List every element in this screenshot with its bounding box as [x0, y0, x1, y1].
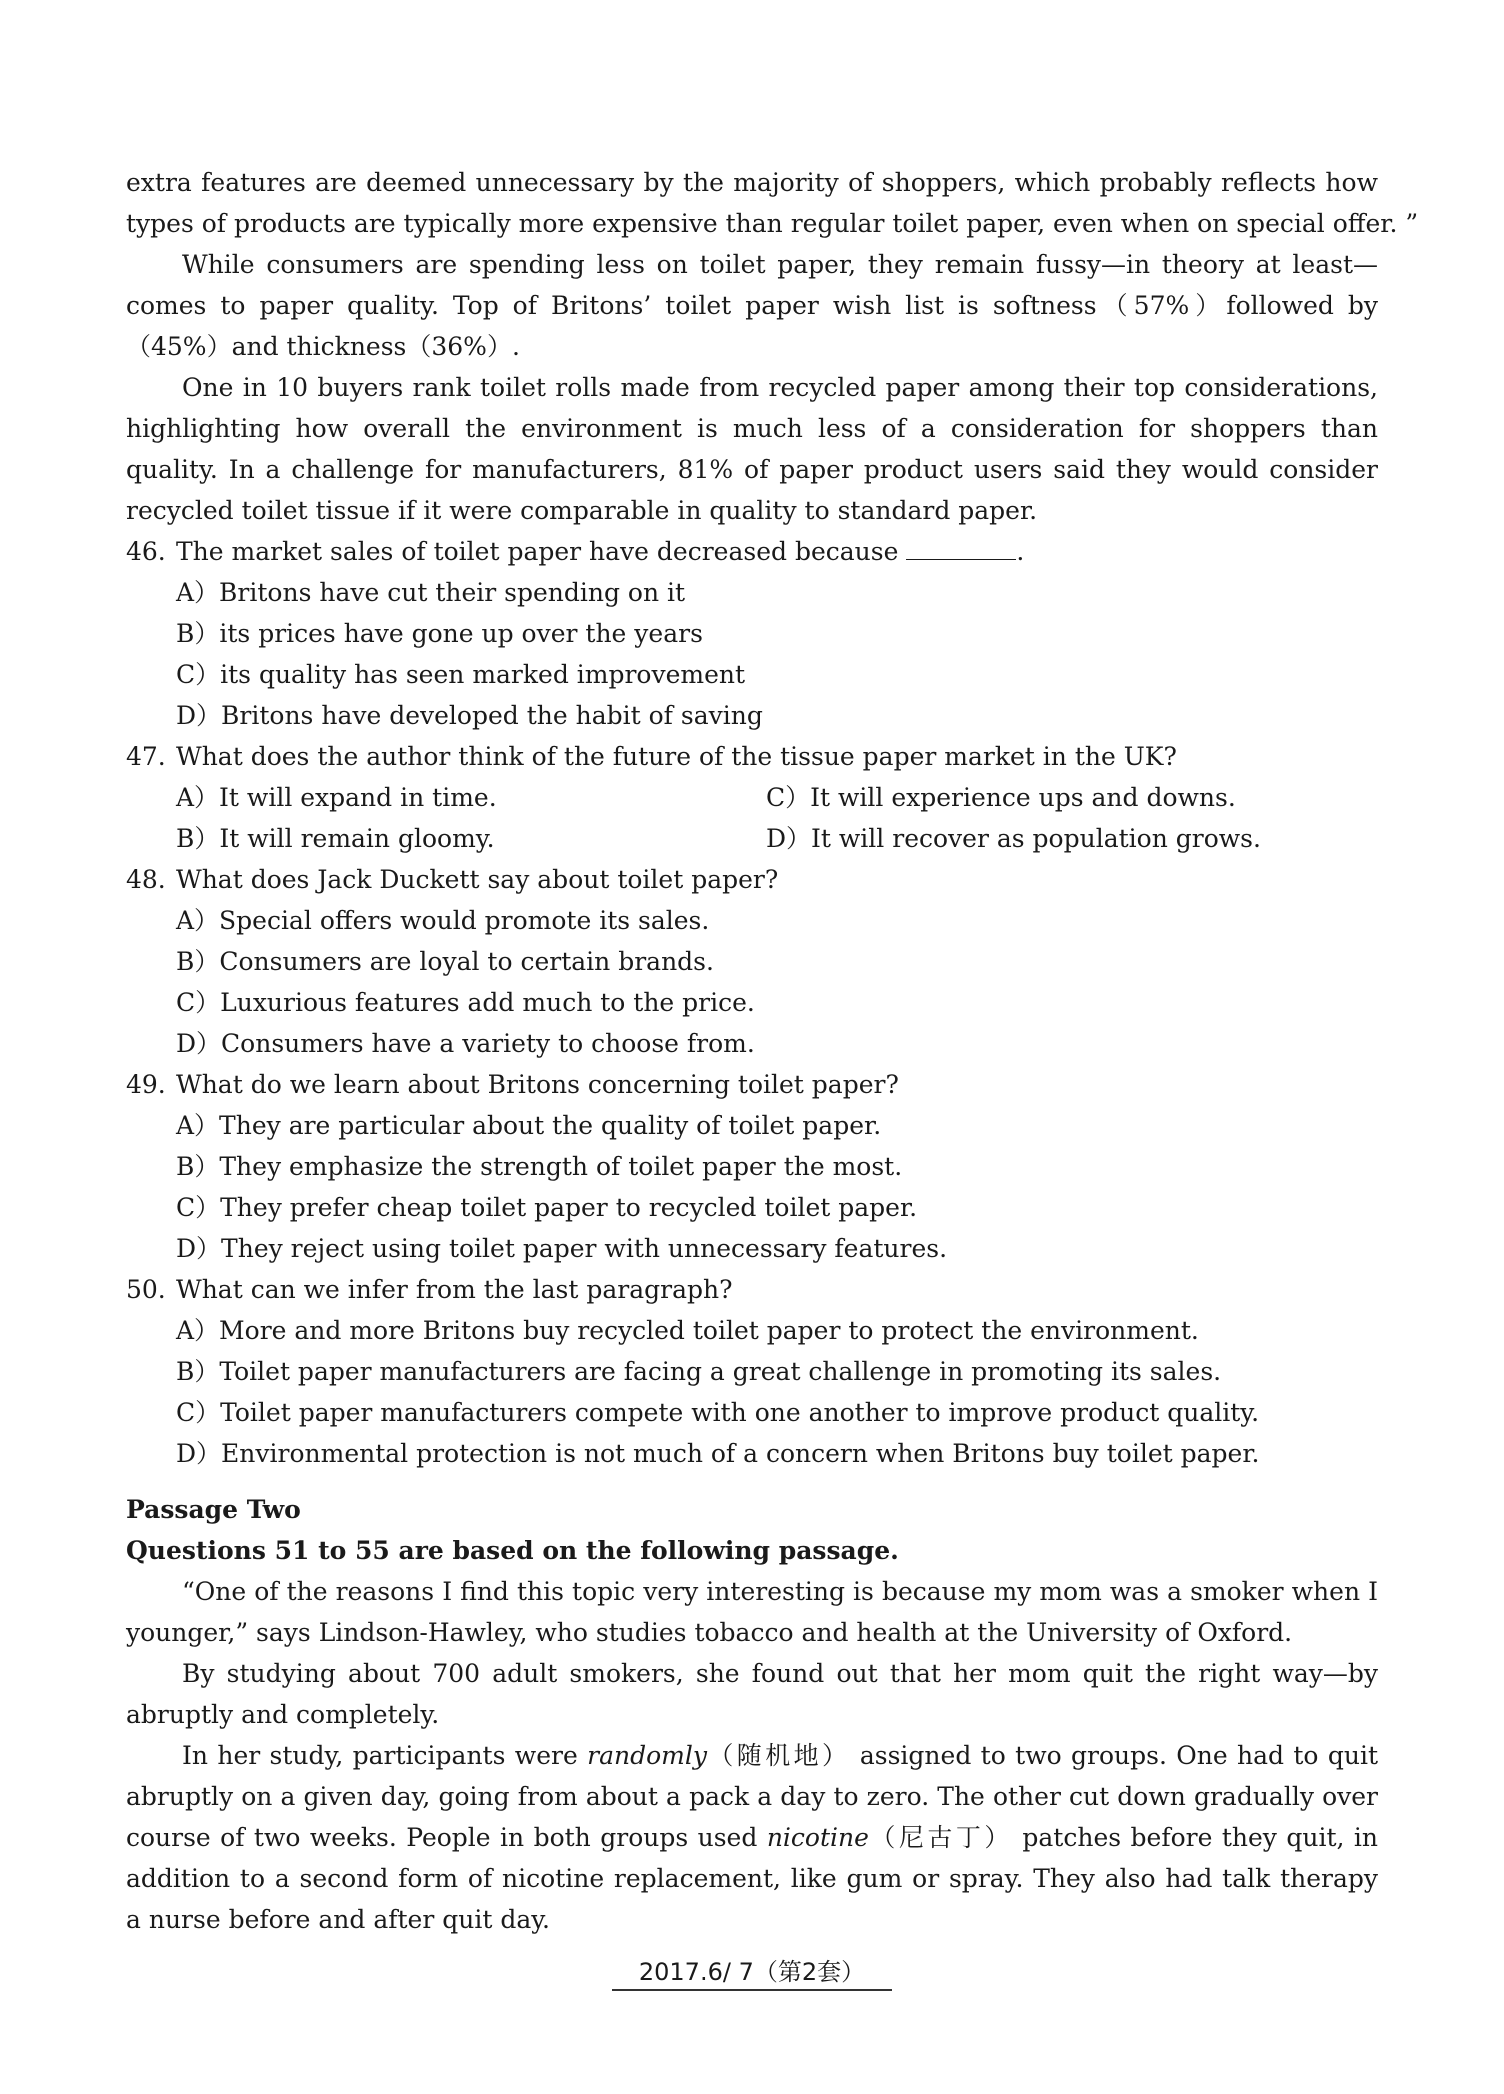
passage-line: While consumers are spending less on toilet paper, they remain fussy—in theory at least— [182, 250, 1378, 279]
question-stem: The market sales of toilet paper have decreased because [176, 537, 899, 566]
question-stem: What does the author think of the future of the tissue paper market in the UK? [176, 742, 1177, 771]
question-number: 50. [126, 1275, 166, 1304]
option-50-b: B）Toilet paper manufacturers are facing a great challenge in promoting its sales. [176, 1357, 1222, 1386]
question-stem: What can we infer from the last paragraph? [176, 1275, 733, 1304]
option-48-b: B）Consumers are loyal to certain brands. [176, 947, 714, 976]
question-number: 48. [126, 865, 166, 894]
passage-line: （45%）and thickness（36%）. [126, 332, 520, 361]
passage-line: a nurse before and after quit day. [126, 1905, 550, 1934]
option-48-c: C）Luxurious features add much to the price. [176, 988, 755, 1017]
option-49-c: C）They prefer cheap toilet paper to recycled toilet paper. [176, 1193, 918, 1222]
question-stem-end: . [1016, 537, 1025, 566]
option-46-b: B）its prices have gone up over the years [176, 619, 703, 648]
question-number: 46. [126, 537, 166, 566]
option-50-c: C）Toilet paper manufacturers compete with one another to improve product quality. [176, 1398, 1260, 1427]
text-run: assigned to two groups. One had to quit [859, 1741, 1378, 1770]
option-48-a: A）Special offers would promote its sales. [176, 906, 710, 935]
question-50 [126, 1269, 1378, 1310]
text-run: patches before they quit, in [1022, 1823, 1378, 1852]
question-46 [126, 531, 1378, 572]
passage-line: By studying about 700 adult smokers, she found out that her mom quit the right way—by [182, 1659, 1378, 1688]
passage-line: One in 10 buyers rank toilet rolls made from recycled paper among their top considerations, [182, 373, 1378, 402]
option-47-c: C）It will experience ups and downs. [766, 783, 1236, 812]
passage-line: abruptly and completely. [126, 1700, 440, 1729]
passage-line: comes to paper quality. Top of Britons’ toilet paper wish list is softness（57%）followed by [126, 291, 1378, 320]
option-row [126, 777, 1378, 818]
option-47-b: B）It will remain gloomy. [176, 824, 495, 853]
text-run: course of two weeks. People in both groups used [126, 1823, 758, 1852]
option-48-d: D）Consumers have a variety to choose from. [176, 1029, 755, 1058]
chinese-gloss: （尼古丁） [868, 1823, 1013, 1852]
passage-line: types of products are typically more expensive than regular toilet paper, even when on special offer. ” [126, 209, 1419, 238]
answer-blank [906, 532, 1016, 560]
option-49-a: A）They are particular about the quality of toilet paper. [176, 1111, 882, 1140]
text-run: In her study, participants were [182, 1741, 578, 1770]
glossed-word: randomly [587, 1741, 707, 1770]
passage-heading: Passage Two [126, 1495, 301, 1524]
passage-line: younger,” says Lindson-Hawley, who studies tobacco and health at the University of Oxford. [126, 1618, 1293, 1647]
question-48 [126, 859, 1378, 900]
passage-line: highlighting how overall the environment is much less of a consideration for shoppers than [126, 414, 1378, 443]
question-stem: What does Jack Duckett say about toilet paper? [176, 865, 779, 894]
page-content [126, 162, 1419, 1940]
passage-line: quality. In a challenge for manufacturers, 81% of paper product users said they would consider [126, 455, 1378, 484]
question-stem: What do we learn about Britons concerning toilet paper? [176, 1070, 899, 1099]
passage-line: addition to a second form of nicotine replacement, like gum or spray. They also had talk therapy [126, 1864, 1378, 1893]
glossed-word: nicotine [766, 1823, 869, 1852]
passage-line [126, 1735, 1378, 1776]
question-number: 47. [126, 742, 166, 771]
passage-line: recycled toilet tissue if it were comparable in quality to standard paper. [126, 496, 1038, 525]
chinese-gloss: （随机地） [706, 1741, 851, 1770]
option-46-c: C）its quality has seen marked improvement [176, 660, 746, 689]
question-49 [126, 1064, 1378, 1105]
passage-line [126, 1817, 1378, 1858]
option-49-d: D）They reject using toilet paper with unnecessary features. [176, 1234, 948, 1263]
question-number: 49. [126, 1070, 166, 1099]
option-47-a: A）It will expand in time. [176, 783, 497, 812]
option-46-a: A）Britons have cut their spending on it [176, 578, 686, 607]
option-47-d: D）It will recover as population grows. [766, 824, 1261, 853]
option-49-b: B）They emphasize the strength of toilet paper the most. [176, 1152, 903, 1181]
option-row [126, 818, 1378, 859]
passage-instruction: Questions 51 to 55 are based on the following passage. [126, 1536, 899, 1565]
page-footer: 2017.6/ 7（第2套） [612, 1955, 892, 1991]
passage-line: abruptly on a given day, going from about a pack a day to zero. The other cut down gradually over [126, 1782, 1378, 1811]
passage-line: extra features are deemed unnecessary by the majority of shoppers, which probably reflects how [126, 168, 1378, 197]
question-47 [126, 736, 1378, 777]
option-46-d: D）Britons have developed the habit of saving [176, 701, 763, 730]
option-50-d: D）Environmental protection is not much of a concern when Britons buy toilet paper. [176, 1439, 1260, 1468]
passage-line: “One of the reasons I find this topic very interesting is because my mom was a smoker when I [182, 1577, 1378, 1606]
option-50-a: A）More and more Britons buy recycled toilet paper to protect the environment. [176, 1316, 1199, 1345]
